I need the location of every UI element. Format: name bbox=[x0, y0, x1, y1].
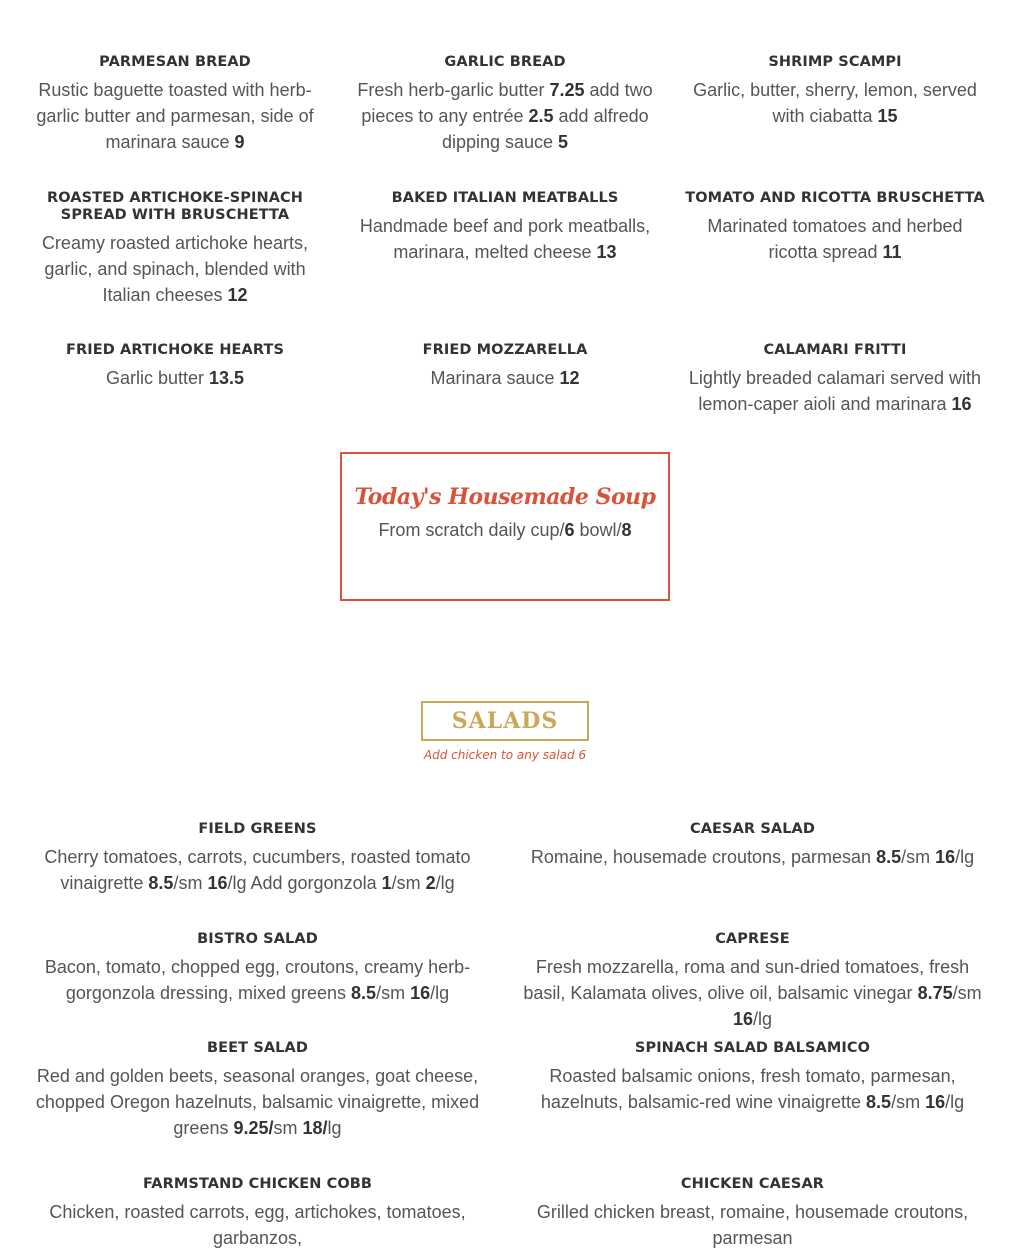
description-text: Garlic, butter, sherry, lemon, served with ciabatta bbox=[693, 80, 977, 126]
menu-item-name: ROASTED ARTICHOKE-SPINACH SPREAD WITH BRUSCHETTA bbox=[46, 190, 304, 223]
menu-item-name: GARLIC BREAD bbox=[444, 54, 566, 70]
description-text: /lg bbox=[753, 1009, 773, 1029]
menu-item-description bbox=[24, 230, 326, 308]
menu-item-description bbox=[354, 365, 656, 391]
menu-item-name: CAESAR SALAD bbox=[689, 821, 815, 837]
price: 11 bbox=[882, 242, 902, 262]
price: 1 bbox=[381, 873, 392, 893]
salads-note: Add chicken to any salad 6 bbox=[423, 748, 587, 762]
description-text: Lightly breaded calamari served with lemon-caper aioli and marinara bbox=[688, 368, 982, 414]
price: 8 bbox=[621, 520, 632, 540]
price: 7.25 bbox=[549, 80, 585, 100]
description-text: Grilled chicken breast, romaine, housemade croutons, parmesan bbox=[536, 1202, 969, 1248]
menu-item-name: BAKED ITALIAN MEATBALLS bbox=[391, 190, 619, 206]
menu-item-name: CAPRESE bbox=[715, 931, 790, 947]
description-text: Marinated tomatoes and herbed ricotta spread bbox=[707, 216, 963, 262]
salads-row bbox=[10, 1040, 1000, 1141]
menu-item-name: FIELD GREENS bbox=[198, 821, 317, 837]
soup-card bbox=[340, 452, 670, 601]
price: 16 bbox=[951, 394, 972, 414]
menu-item-name: SPINACH SALAD BALSAMICO bbox=[634, 1040, 871, 1056]
description-text: /lg Add gorgonzola bbox=[227, 873, 382, 893]
salads-row bbox=[10, 931, 1000, 1032]
description-text: Rustic baguette toasted with herb-garlic butter and parmesan, side of marinara sauce bbox=[36, 80, 314, 152]
price: 8.75 bbox=[917, 983, 953, 1003]
price: 5 bbox=[558, 132, 569, 152]
menu-item-description bbox=[24, 844, 491, 896]
price: 12 bbox=[227, 285, 248, 305]
menu-item bbox=[505, 931, 1000, 1032]
description-text: From scratch daily cup/ bbox=[378, 520, 565, 540]
description-text: Cherry tomatoes, carrots, cucumbers, roasted tomato vinaigrette bbox=[44, 847, 471, 893]
menu-item-description bbox=[24, 1199, 491, 1251]
menu-item bbox=[340, 342, 670, 417]
description-text: Handmade beef and pork meatballs, marinara, melted cheese bbox=[359, 216, 651, 262]
description-text: /lg bbox=[430, 983, 450, 1003]
menu-item-description bbox=[684, 77, 986, 129]
appetizers-row bbox=[10, 190, 1000, 308]
salads-heading-box bbox=[421, 701, 589, 741]
price: 8.5 bbox=[351, 983, 377, 1003]
menu-item-description bbox=[519, 1199, 986, 1251]
price: 9.25/ bbox=[233, 1118, 274, 1138]
menu-item-description bbox=[24, 365, 326, 391]
menu-item bbox=[505, 1176, 1000, 1251]
menu-item-name: SHRIMP SCAMPI bbox=[768, 54, 902, 70]
menu-item-name: PARMESAN BREAD bbox=[99, 54, 251, 70]
description-text: Chicken, roasted carrots, egg, artichokes, tomatoes, garbanzos, bbox=[49, 1202, 466, 1248]
description-text: add alfredo dipping sauce bbox=[441, 106, 649, 152]
menu-item bbox=[10, 931, 505, 1032]
menu-item-name: FARMSTAND CHICKEN COBB bbox=[142, 1176, 373, 1192]
menu-item bbox=[670, 190, 1000, 308]
menu-item-description bbox=[519, 1063, 986, 1115]
menu-item-name: CHICKEN CAESAR bbox=[680, 1176, 825, 1192]
description-text: sm bbox=[273, 1118, 303, 1138]
description-text: /sm bbox=[173, 873, 208, 893]
description-text: Red and golden beets, seasonal oranges, goat cheese, chopped Oregon hazelnuts, balsamic vinaigrette, mixed greens bbox=[35, 1066, 480, 1138]
menu-item-description bbox=[24, 77, 326, 155]
menu-item-name: TOMATO AND RICOTTA BRUSCHETTA bbox=[685, 190, 985, 206]
menu-item bbox=[340, 190, 670, 308]
price: 12 bbox=[559, 368, 580, 388]
menu-item-description bbox=[519, 954, 986, 1032]
menu-item bbox=[10, 54, 340, 155]
description-text: Fresh herb-garlic butter bbox=[357, 80, 550, 100]
price: 16 bbox=[410, 983, 431, 1003]
soup-title: Today's Housemade Soup bbox=[354, 484, 656, 510]
description-text: /sm bbox=[891, 1092, 926, 1112]
description-text: /lg bbox=[955, 847, 975, 867]
description-text: Marinara sauce bbox=[430, 368, 560, 388]
price: 13 bbox=[596, 242, 617, 262]
price: 8.5 bbox=[148, 873, 174, 893]
description-text: /lg bbox=[945, 1092, 965, 1112]
menu-item bbox=[505, 821, 1000, 896]
menu-item bbox=[10, 821, 505, 896]
menu-item bbox=[10, 342, 340, 417]
price: 13.5 bbox=[209, 368, 245, 388]
description-text: lg bbox=[327, 1118, 342, 1138]
description-text: Garlic butter bbox=[105, 368, 209, 388]
menu-item-description bbox=[24, 1063, 491, 1141]
menu-item-description bbox=[354, 213, 656, 265]
menu-item-description bbox=[354, 77, 656, 155]
salads-row bbox=[10, 821, 1000, 896]
description-text: /lg bbox=[435, 873, 455, 893]
description-text: Creamy roasted artichoke hearts, garlic, and spinach, blended with Italian cheeses bbox=[41, 233, 309, 305]
salads-row bbox=[10, 1176, 1000, 1251]
price: 2 bbox=[425, 873, 436, 893]
price: 18/ bbox=[302, 1118, 328, 1138]
description-text: /sm bbox=[391, 873, 426, 893]
menu-item bbox=[670, 54, 1000, 155]
price: 8.5 bbox=[876, 847, 902, 867]
description-text: /sm bbox=[901, 847, 936, 867]
price: 16 bbox=[925, 1092, 946, 1112]
menu-item bbox=[10, 1176, 505, 1251]
price: 16 bbox=[732, 1009, 753, 1029]
menu-item-name: CALAMARI FRITTI bbox=[763, 342, 907, 358]
description-text: bowl/ bbox=[574, 520, 622, 540]
menu-item bbox=[10, 1040, 505, 1141]
menu-item-name: BEET SALAD bbox=[207, 1040, 308, 1056]
description-text: Roasted balsamic onions, fresh tomato, parmesan, hazelnuts, balsamic-red wine vinaigrette bbox=[540, 1066, 956, 1112]
price: 9 bbox=[234, 132, 245, 152]
price: 2.5 bbox=[528, 106, 554, 126]
menu-item-description bbox=[24, 954, 491, 1006]
price: 8.5 bbox=[866, 1092, 892, 1112]
menu-item-name: BISTRO SALAD bbox=[197, 931, 318, 947]
menu-item-description bbox=[519, 844, 986, 870]
salads-heading: SALADS bbox=[451, 708, 559, 734]
menu-item bbox=[670, 342, 1000, 417]
description-text: Romaine, housemade croutons, parmesan bbox=[530, 847, 877, 867]
price: 15 bbox=[877, 106, 898, 126]
menu-item bbox=[10, 190, 340, 308]
description-text: add two pieces to any entrée bbox=[361, 80, 653, 126]
price: 6 bbox=[564, 520, 575, 540]
menu-item bbox=[505, 1040, 1000, 1141]
menu-item-name: FRIED MOZZARELLA bbox=[422, 342, 588, 358]
description-text: Bacon, tomato, chopped egg, croutons, creamy herb-gorgonzola dressing, mixed greens bbox=[44, 957, 471, 1003]
description-text: /sm bbox=[376, 983, 411, 1003]
menu-item-name: FRIED ARTICHOKE HEARTS bbox=[65, 342, 285, 358]
appetizers-row bbox=[10, 342, 1000, 417]
menu-item-description bbox=[684, 213, 986, 265]
description-text: /sm bbox=[952, 983, 982, 1003]
description-text: Fresh mozzarella, roma and sun-dried tomatoes, fresh basil, Kalamata olives, olive oil, balsamic vinegar bbox=[523, 957, 970, 1003]
menu-item-description bbox=[684, 365, 986, 417]
price: 16 bbox=[207, 873, 228, 893]
soup-description bbox=[342, 520, 668, 541]
appetizers-row bbox=[10, 54, 1000, 155]
menu-item bbox=[340, 54, 670, 155]
price: 16 bbox=[935, 847, 956, 867]
